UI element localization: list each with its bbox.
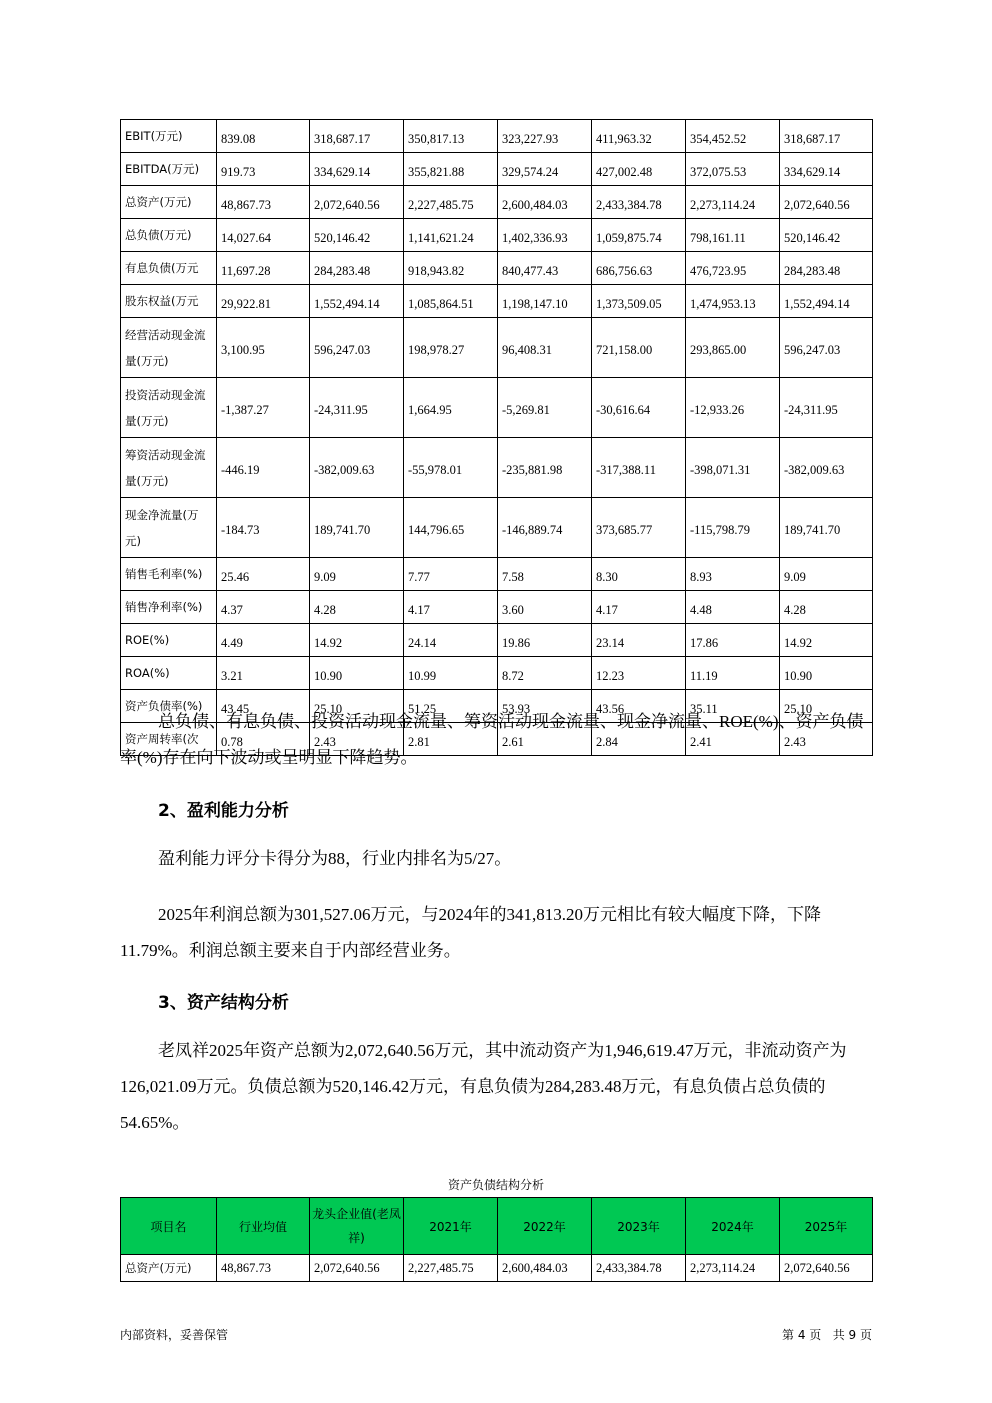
row-label: 股东权益(万元 bbox=[121, 285, 217, 318]
table-cell: 189,741.70 bbox=[780, 498, 873, 558]
table-row bbox=[121, 1255, 873, 1282]
table-cell: 334,629.14 bbox=[310, 153, 404, 186]
table-cell: 4.17 bbox=[592, 591, 686, 624]
table-row bbox=[121, 318, 873, 378]
table-row bbox=[121, 285, 873, 318]
column-header: 龙头企业值(老凤祥) bbox=[310, 1198, 404, 1255]
footer-page-number: 第 4 页 共 9 页 bbox=[782, 1328, 872, 1342]
table-cell: 2,072,640.56 bbox=[310, 186, 404, 219]
table-header-row bbox=[121, 1198, 873, 1255]
table-cell: -235,881.98 bbox=[498, 438, 592, 498]
table-cell: 1,664.95 bbox=[404, 378, 498, 438]
table-cell: 1,552,494.14 bbox=[780, 285, 873, 318]
table-cell: 2.41 bbox=[686, 723, 780, 756]
table-cell: 198,978.27 bbox=[404, 318, 498, 378]
table-cell: -398,071.31 bbox=[686, 438, 780, 498]
row-label: 销售净利率(%) bbox=[121, 591, 217, 624]
table-cell: 1,373,509.05 bbox=[592, 285, 686, 318]
table-cell: 323,227.93 bbox=[498, 120, 592, 153]
table-row bbox=[121, 558, 873, 591]
table-cell: 2.61 bbox=[498, 723, 592, 756]
table-cell: 520,146.42 bbox=[780, 219, 873, 252]
table-cell: -30,616.64 bbox=[592, 378, 686, 438]
table-cell: -12,933.26 bbox=[686, 378, 780, 438]
table-cell: -184.73 bbox=[217, 498, 310, 558]
table-cell: 318,687.17 bbox=[310, 120, 404, 153]
table-cell: 318,687.17 bbox=[780, 120, 873, 153]
row-label: 现金净流量(万元) bbox=[121, 498, 217, 558]
table-cell: 4.49 bbox=[217, 624, 310, 657]
table-cell: -24,311.95 bbox=[310, 378, 404, 438]
table-cell: 2,433,384.78 bbox=[592, 1255, 686, 1282]
table-cell: 1,198,147.10 bbox=[498, 285, 592, 318]
table-cell: 3,100.95 bbox=[217, 318, 310, 378]
row-label: 总负债(万元) bbox=[121, 219, 217, 252]
asset-structure-heading: 3、资产结构分析 bbox=[158, 993, 289, 1013]
table-cell: 7.77 bbox=[404, 558, 498, 591]
row-label: 总资产(万元) bbox=[121, 1255, 217, 1282]
table-cell: -115,798.79 bbox=[686, 498, 780, 558]
table-cell: 51.25 bbox=[404, 690, 498, 723]
table-cell: 350,817.13 bbox=[404, 120, 498, 153]
table-cell: 2,072,640.56 bbox=[780, 186, 873, 219]
table-cell: 427,002.48 bbox=[592, 153, 686, 186]
table-cell: 29,922.81 bbox=[217, 285, 310, 318]
table-cell: 48,867.73 bbox=[217, 186, 310, 219]
table-cell: 12.23 bbox=[592, 657, 686, 690]
table-cell: 1,085,864.51 bbox=[404, 285, 498, 318]
table-cell: 1,402,336.93 bbox=[498, 219, 592, 252]
table-row bbox=[121, 624, 873, 657]
table-cell: 10.99 bbox=[404, 657, 498, 690]
table-row bbox=[121, 438, 873, 498]
table-cell: 372,075.53 bbox=[686, 153, 780, 186]
table-row bbox=[121, 153, 873, 186]
table-row bbox=[121, 378, 873, 438]
row-label: 资产负债率(%) bbox=[121, 690, 217, 723]
table-row bbox=[121, 657, 873, 690]
footer-confidential-note: 内部资料，妥善保管 bbox=[120, 1328, 229, 1342]
table-cell: 4.37 bbox=[217, 591, 310, 624]
table-cell: 9.09 bbox=[780, 558, 873, 591]
profitability-score-paragraph: 盈利能力评分卡得分为88，行业内排名为5/27。 bbox=[158, 849, 512, 868]
row-label: 有息负债(万元 bbox=[121, 252, 217, 285]
table-cell: 2,227,485.75 bbox=[404, 186, 498, 219]
table-cell: 4.17 bbox=[404, 591, 498, 624]
row-label: 销售毛利率(%) bbox=[121, 558, 217, 591]
table-cell: 43.56 bbox=[592, 690, 686, 723]
table-cell: 721,158.00 bbox=[592, 318, 686, 378]
table-cell: 411,963.32 bbox=[592, 120, 686, 153]
table-cell: -1,387.27 bbox=[217, 378, 310, 438]
table-cell: 10.90 bbox=[310, 657, 404, 690]
table-cell: 1,552,494.14 bbox=[310, 285, 404, 318]
table-cell: 2,433,384.78 bbox=[592, 186, 686, 219]
table-cell: 23.14 bbox=[592, 624, 686, 657]
table-cell: 2,273,114.24 bbox=[686, 186, 780, 219]
table-cell: 919.73 bbox=[217, 153, 310, 186]
table-cell: 17.86 bbox=[686, 624, 780, 657]
table-row bbox=[121, 186, 873, 219]
table-cell: 3.21 bbox=[217, 657, 310, 690]
table-cell: 354,452.52 bbox=[686, 120, 780, 153]
table-cell: 14.92 bbox=[780, 624, 873, 657]
row-label: 投资活动现金流量(万元) bbox=[121, 378, 217, 438]
table-cell: 1,474,953.13 bbox=[686, 285, 780, 318]
table-cell: 839.08 bbox=[217, 120, 310, 153]
table-cell: 284,283.48 bbox=[310, 252, 404, 285]
table-cell: 48,867.73 bbox=[217, 1255, 310, 1282]
table-cell: 918,943.82 bbox=[404, 252, 498, 285]
table-row bbox=[121, 219, 873, 252]
table-row bbox=[121, 591, 873, 624]
table-cell: 2.84 bbox=[592, 723, 686, 756]
table-cell: 35.11 bbox=[686, 690, 780, 723]
table-cell: 25.10 bbox=[780, 690, 873, 723]
table-cell: 2,600,484.03 bbox=[498, 186, 592, 219]
table-cell: 11,697.28 bbox=[217, 252, 310, 285]
table-cell: -382,009.63 bbox=[780, 438, 873, 498]
row-label: 筹资活动现金流量(万元) bbox=[121, 438, 217, 498]
asset-structure-paragraph: 老凤祥2025年资产总额为2,072,640.56万元，其中流动资产为1,946,619.47万元，非流动资产为126,021.09万元。负债总额为520,146.42万元，有息负债为284,283.48万元，有息负债占总负债的54.65%。 bbox=[120, 1041, 847, 1132]
row-label: ROE(%) bbox=[121, 624, 217, 657]
table-cell: 7.58 bbox=[498, 558, 592, 591]
table-cell: 2.43 bbox=[310, 723, 404, 756]
table-cell: 4.48 bbox=[686, 591, 780, 624]
table-cell: 293,865.00 bbox=[686, 318, 780, 378]
table-cell: 8.72 bbox=[498, 657, 592, 690]
table-cell: 2,227,485.75 bbox=[404, 1255, 498, 1282]
table-cell: 25.46 bbox=[217, 558, 310, 591]
table-cell: 2.43 bbox=[780, 723, 873, 756]
column-header: 2024年 bbox=[686, 1198, 780, 1255]
column-header: 2022年 bbox=[498, 1198, 592, 1255]
table-cell: 334,629.14 bbox=[780, 153, 873, 186]
asset-liability-structure-table bbox=[120, 1197, 873, 1282]
table-cell: 189,741.70 bbox=[310, 498, 404, 558]
table-cell: 373,685.77 bbox=[592, 498, 686, 558]
table-cell: 520,146.42 bbox=[310, 219, 404, 252]
table-cell: 596,247.03 bbox=[780, 318, 873, 378]
table-cell: 2.81 bbox=[404, 723, 498, 756]
column-header: 2023年 bbox=[592, 1198, 686, 1255]
table-cell: 0.78 bbox=[217, 723, 310, 756]
table-cell: 686,756.63 bbox=[592, 252, 686, 285]
table-cell: 4.28 bbox=[310, 591, 404, 624]
table-cell: -382,009.63 bbox=[310, 438, 404, 498]
row-label: ROA(%) bbox=[121, 657, 217, 690]
table-cell: 2,273,114.24 bbox=[686, 1255, 780, 1282]
table-cell: 2,600,484.03 bbox=[498, 1255, 592, 1282]
table-row bbox=[121, 252, 873, 285]
table-cell: -24,311.95 bbox=[780, 378, 873, 438]
row-label: EBITDA(万元) bbox=[121, 153, 217, 186]
table-cell: -446.19 bbox=[217, 438, 310, 498]
table-cell: 476,723.95 bbox=[686, 252, 780, 285]
row-label: 经营活动现金流量(万元) bbox=[121, 318, 217, 378]
table-cell: -317,388.11 bbox=[592, 438, 686, 498]
table-cell: 355,821.88 bbox=[404, 153, 498, 186]
table-cell: 43.45 bbox=[217, 690, 310, 723]
table-cell: 14,027.64 bbox=[217, 219, 310, 252]
row-label: EBIT(万元) bbox=[121, 120, 217, 153]
column-header: 2025年 bbox=[780, 1198, 873, 1255]
table-cell: 2,072,640.56 bbox=[310, 1255, 404, 1282]
structure-table-caption: 资产负债结构分析 bbox=[447, 1178, 544, 1192]
column-header: 项目名 bbox=[121, 1198, 217, 1255]
table-cell: -146,889.74 bbox=[498, 498, 592, 558]
table-cell: 14.92 bbox=[310, 624, 404, 657]
column-header: 2021年 bbox=[404, 1198, 498, 1255]
table-row bbox=[121, 498, 873, 558]
table-cell: 11.19 bbox=[686, 657, 780, 690]
table-cell: 144,796.65 bbox=[404, 498, 498, 558]
trend-paragraph: 总负债、有息负债、投资活动现金流量、筹资活动现金流量、现金净流量、ROE(%)、资产负债率(%)存在向下波动或呈明显下降趋势。 bbox=[120, 712, 864, 767]
table-cell: 53.93 bbox=[498, 690, 592, 723]
table-cell: 10.90 bbox=[780, 657, 873, 690]
row-label: 总资产(万元) bbox=[121, 186, 217, 219]
profitability-heading: 2、盈利能力分析 bbox=[158, 801, 289, 821]
table-cell: 4.28 bbox=[780, 591, 873, 624]
table-cell: 596,247.03 bbox=[310, 318, 404, 378]
table-cell: 25.10 bbox=[310, 690, 404, 723]
table-cell: 9.09 bbox=[310, 558, 404, 591]
row-label: 资产周转率(次 bbox=[121, 723, 217, 756]
financial-metrics-table bbox=[120, 119, 873, 756]
table-row bbox=[121, 120, 873, 153]
table-cell: 96,408.31 bbox=[498, 318, 592, 378]
table-cell: 1,059,875.74 bbox=[592, 219, 686, 252]
table-cell: 3.60 bbox=[498, 591, 592, 624]
profit-detail-paragraph: 2025年利润总额为301,527.06万元，与2024年的341,813.20万元相比有较大幅度下降，下降11.79%。利润总额主要来自于内部经营业务。 bbox=[120, 905, 821, 960]
table-cell: 8.30 bbox=[592, 558, 686, 591]
table-cell: 329,574.24 bbox=[498, 153, 592, 186]
table-cell: 2,072,640.56 bbox=[780, 1255, 873, 1282]
table-cell: 798,161.11 bbox=[686, 219, 780, 252]
table-cell: -55,978.01 bbox=[404, 438, 498, 498]
table-cell: 8.93 bbox=[686, 558, 780, 591]
table-cell: 19.86 bbox=[498, 624, 592, 657]
table-cell: 1,141,621.24 bbox=[404, 219, 498, 252]
table-cell: 24.14 bbox=[404, 624, 498, 657]
table-cell: -5,269.81 bbox=[498, 378, 592, 438]
column-header: 行业均值 bbox=[217, 1198, 310, 1255]
table-cell: 284,283.48 bbox=[780, 252, 873, 285]
table-cell: 840,477.43 bbox=[498, 252, 592, 285]
